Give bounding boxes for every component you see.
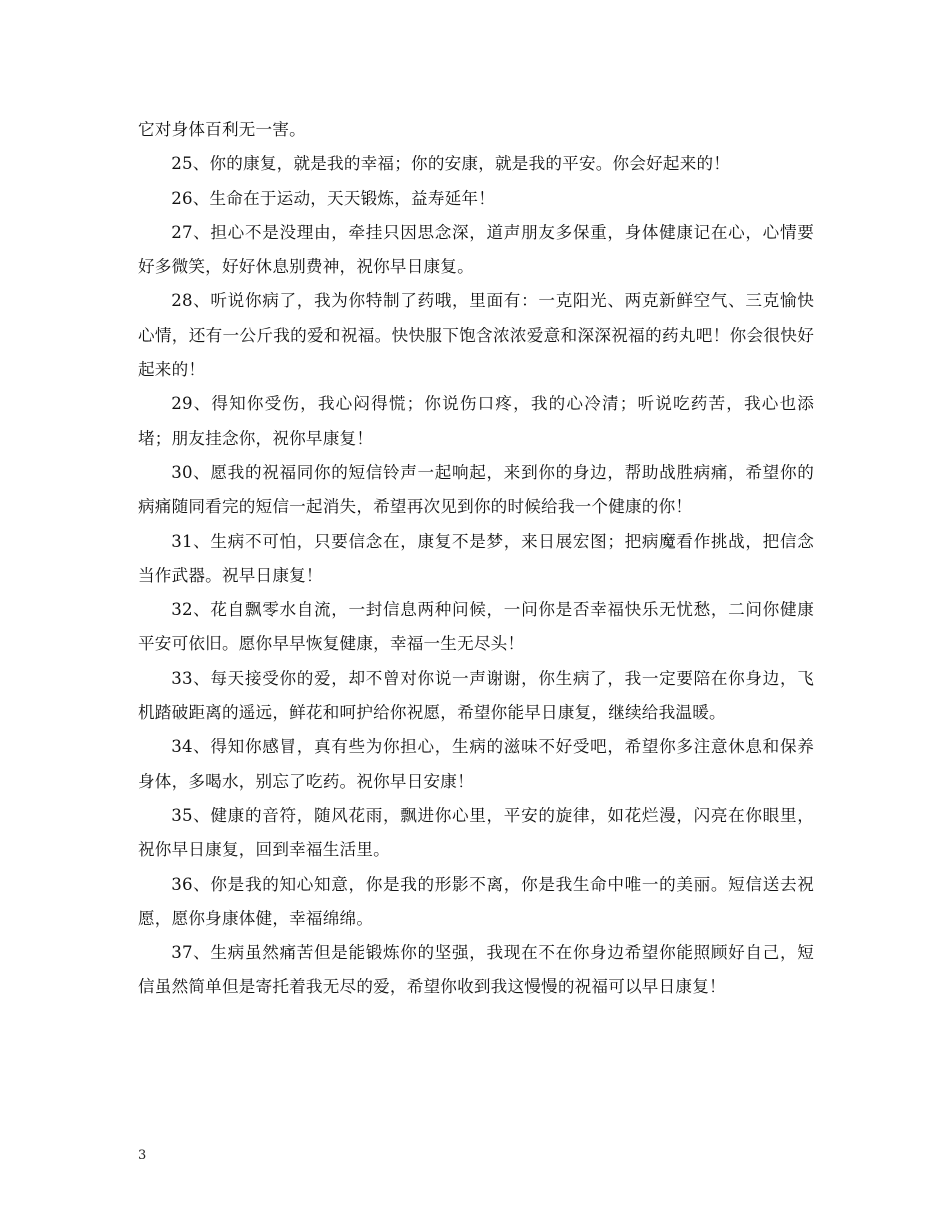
document-body <box>138 113 814 1005</box>
paragraph-37: 37、生病虽然痛苦但是能锻炼你的坚强，我现在不在你身边希望你能照顾好自己，短信虽然简单但是寄托着我无尽的爱，希望你收到我这慢慢的祝福可以早日康复！ <box>138 943 814 997</box>
paragraph-30: 30、愿我的祝福同你的短信铃声一起响起，来到你的身边，帮助战胜病痛，希望你的病痛随同看完的短信一起消失，希望再次见到你的时候给我一个健康的你！ <box>138 462 814 517</box>
paragraph-25: 25、你的康复，就是我的幸福；你的安康，就是我的平安。你会好起来的！ <box>171 154 731 174</box>
paragraph-33: 33、每天接受你的爱，却不曾对你说一声谢谢，你生病了，我一定要陪在你身边，飞机踏破距离的遥远，鲜花和呵护给你祝愿，希望你能早日康复，继续给我温暖。 <box>138 668 814 723</box>
paragraph-27: 27、担心不是没理由，牵挂只因思念深，道声朋友多保重，身体健康记在心，心情要好多微笑，好好休息别费神，祝你早日康复。 <box>138 222 814 277</box>
paragraph-36: 36、你是我的知心知意，你是我的形影不离，你是我生命中唯一的美丽。短信送去祝愿，愿你身康体健，幸福绵绵。 <box>138 874 814 928</box>
page-number: 3 <box>138 1148 147 1163</box>
paragraph-35: 35、健康的音符，随风花雨，飘进你心里，平安的旋律，如花烂漫，闪亮在你眼里，祝你早日康复，回到幸福生活里。 <box>138 805 814 860</box>
paragraph-34: 34、得知你感冒，真有些为你担心，生病的滋味不好受吧，希望你多注意休息和保养身体，多喝水，别忘了吃药。祝你早日安康！ <box>138 737 814 791</box>
paragraph-32: 32、花自飘零水自流，一封信息两种问候，一问你是否幸福快乐无忧愁，二问你健康平安可依旧。愿你早早恢复健康，幸福一生无尽头！ <box>138 600 814 654</box>
paragraph-31: 31、生病不可怕，只要信念在，康复不是梦，来日展宏图；把病魔看作挑战，把信念当作武器。祝早日康复！ <box>138 531 814 585</box>
paragraph-continuation: 它对身体百利无一害。 <box>138 120 306 139</box>
paragraph-29: 29、得知你受伤，我心闷得慌；你说伤口疼，我的心冷清；听说吃药苦，我心也添堵；朋友挂念你，祝你早康复！ <box>138 394 814 448</box>
paragraph-26: 26、生命在于运动，天天锻炼，益寿延年！ <box>171 188 495 208</box>
paragraph-28: 28、听说你病了，我为你特制了药哦，里面有：一克阳光、两克新鲜空气、三克愉快心情，还有一公斤我的爱和祝福。快快服下饱含浓浓爱意和深深祝福的药丸吧！你会很快好起来的！ <box>138 291 814 380</box>
